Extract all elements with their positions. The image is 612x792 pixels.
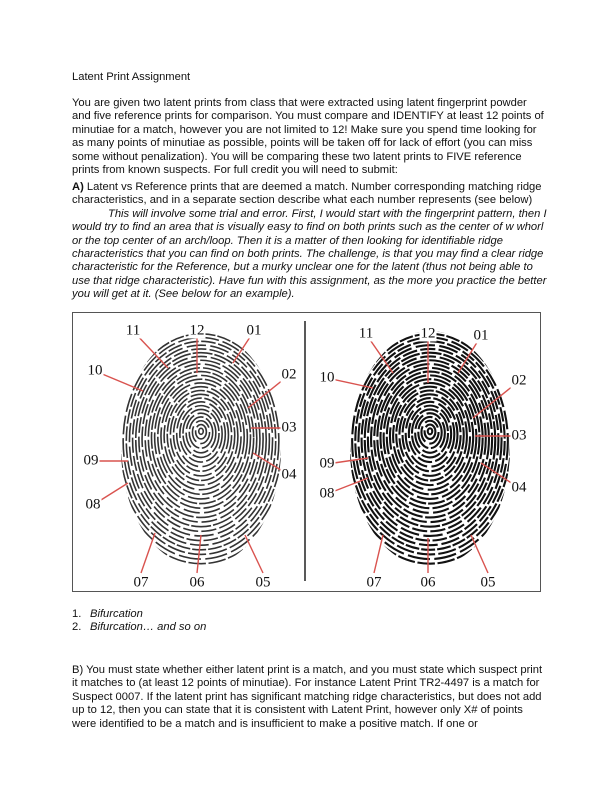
part-a-label: A)	[72, 181, 84, 193]
right-minutia-label: 03	[511, 427, 527, 444]
part-a-section	[72, 181, 547, 302]
right-minutia-label: 02	[511, 372, 527, 389]
left-minutia-label: 11	[125, 322, 141, 339]
right-minutia-label: 04	[511, 479, 527, 496]
right-minutia-label: 11	[358, 325, 374, 342]
right-minutia-label: 07	[366, 574, 382, 591]
right-minutia-label: 08	[319, 485, 335, 502]
document-title: Latent Print Assignment	[72, 71, 191, 83]
marker-line	[245, 535, 263, 573]
part-a-italic-text: This will involve some trial and error. First, I would start with the fingerprint pattern, then I would try to find an area that is visually easy to find on both prints such as the center of w whorl or the top center of an arch/loop. Then it is a matter of then looking for identifiable ridge characteristics that you can find on both prints. The challenge, is that you may find a clear ridge characteristic for the Reference, but a murky unclear one for the latent (thus not being able to use that ridge characteristic). Have fun with this assignment, as the more you practice the better you will get at it. (See below for an example).	[72, 207, 547, 301]
part-a-instructions	[72, 208, 547, 302]
marker-line	[471, 535, 488, 573]
left-minutia-label: 05	[255, 574, 271, 591]
list-item	[72, 621, 547, 634]
list-number: 2.	[72, 621, 82, 634]
part-b-paragraph: B) You must state whether either latent print is a match, and you must state which suspect print it matches to (at least 12 points of minutiae). For instance Latent Print TR2-4497 is a match for Suspect 0007. If the latent print has significant matching ridge characteristics, but does not add up to 12, then you can state that it is consistent with Latent Print, however only X# of points were identified to be a match and is insufficient to make a positive match. If one or	[72, 664, 543, 730]
marker-line	[374, 535, 383, 573]
part-a-text: Latent vs Reference prints that are deemed a match. Number corresponding matching ridge characteristics, and in a separate section describe what each number represents (see below)	[72, 181, 542, 207]
left-minutia-label: 07	[133, 574, 149, 591]
left-minutia-label: 02	[281, 366, 297, 383]
right-minutia-label: 12	[420, 325, 436, 342]
intro-paragraph: You are given two latent prints from class that were extracted using latent fingerprint powder and five reference prints for comparison. You must compare and IDENTIFY at least 12 points of minutiae for a match, however you are not limited to 12! Make sure you spend time looking for as many points of minutiae as possible, points will be taken off for lack of effort (you can miss some without penalization). You will be comparing these two latent prints to FIVE reference prints from known suspects. For full credit you will need to submit:	[72, 97, 544, 177]
left-minutia-label: 09	[83, 452, 99, 469]
fingerprint-reference	[289, 313, 540, 591]
right-minutia-label: 06	[420, 574, 436, 591]
left-minutia-label: 12	[189, 322, 205, 339]
right-minutia-label: 10	[319, 369, 335, 386]
left-minutia-label: 01	[246, 322, 262, 339]
fingerprint-latent	[73, 313, 342, 591]
list-text: Bifurcation… and so on	[90, 621, 207, 634]
list-item	[72, 608, 547, 621]
marker-line	[141, 533, 155, 573]
left-minutia-label: 03	[281, 419, 297, 436]
fingerprint-comparison-image	[73, 313, 540, 591]
left-minutia-label: 08	[85, 496, 101, 513]
right-minutia-label: 01	[473, 327, 489, 344]
right-minutia-label: 09	[319, 455, 335, 472]
minutiae-list	[72, 608, 547, 635]
list-text: Bifurcation	[90, 608, 143, 620]
list-number: 1.	[72, 608, 82, 620]
fingerprint-comparison-figure	[72, 312, 541, 592]
right-minutia-label: 05	[480, 574, 496, 591]
left-minutia-label: 10	[87, 362, 103, 379]
left-minutia-label: 04	[281, 466, 297, 483]
left-minutia-label: 06	[189, 574, 205, 591]
